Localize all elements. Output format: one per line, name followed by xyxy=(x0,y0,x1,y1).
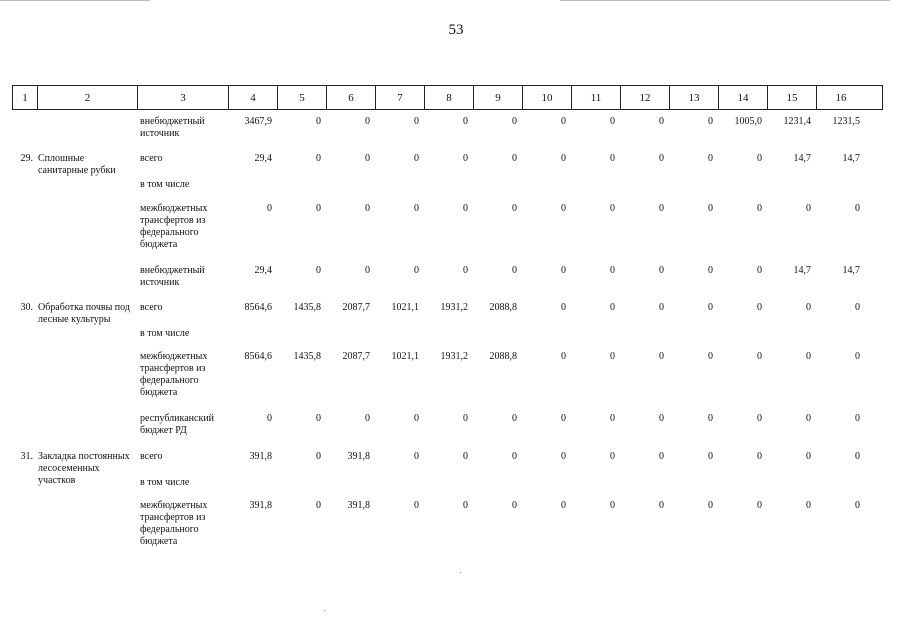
value-cell: 0 xyxy=(855,413,860,424)
value-cell: 0 xyxy=(806,413,811,424)
funding-source: в том числе xyxy=(140,477,190,488)
value-cell: 391,8 xyxy=(249,451,272,462)
value-cell: 0 xyxy=(414,116,419,127)
value-cell: 0 xyxy=(708,500,713,511)
value-cell: 2088,8 xyxy=(489,351,517,362)
value-cell: 0 xyxy=(659,265,664,276)
value-cell: 0 xyxy=(757,265,762,276)
value-cell: 0 xyxy=(512,413,517,424)
value-cell: 0 xyxy=(855,203,860,214)
value-cell: 0 xyxy=(855,351,860,362)
scan-edge-left xyxy=(0,0,150,1)
header-col-10: 10 xyxy=(522,86,571,109)
value-cell: 0 xyxy=(708,451,713,462)
page-number: 53 xyxy=(448,22,464,38)
value-cell: 1231,5 xyxy=(832,116,860,127)
value-cell: 391,8 xyxy=(347,451,370,462)
value-cell: 14,7 xyxy=(842,265,860,276)
header-col-3: 3 xyxy=(137,86,228,109)
funding-source: внебюджетный источник xyxy=(140,265,205,288)
header-col-5: 5 xyxy=(277,86,326,109)
value-cell: 391,8 xyxy=(249,500,272,511)
value-cell: 0 xyxy=(659,153,664,164)
table-row xyxy=(12,500,883,548)
value-cell: 0 xyxy=(463,265,468,276)
value-cell: 1021,1 xyxy=(391,351,419,362)
header-col-14: 14 xyxy=(718,86,767,109)
header-col-13: 13 xyxy=(669,86,718,109)
value-cell: 0 xyxy=(316,153,321,164)
value-cell: 1931,2 xyxy=(440,351,468,362)
value-cell: 0 xyxy=(414,203,419,214)
table-row xyxy=(12,413,883,437)
row-number: 31. xyxy=(20,451,33,462)
value-cell: 0 xyxy=(414,500,419,511)
value-cell: 0 xyxy=(806,451,811,462)
scan-speck xyxy=(324,610,325,611)
value-cell: 0 xyxy=(610,451,615,462)
value-cell: 1931,2 xyxy=(440,302,468,313)
funding-source: в том числе xyxy=(140,328,190,339)
value-cell: 0 xyxy=(365,413,370,424)
value-cell: 0 xyxy=(561,351,566,362)
header-col-15: 15 xyxy=(767,86,816,109)
table-row xyxy=(12,116,883,140)
value-cell: 0 xyxy=(561,413,566,424)
value-cell: 0 xyxy=(561,302,566,313)
value-cell: 0 xyxy=(365,116,370,127)
value-cell: 14,7 xyxy=(793,153,811,164)
value-cell: 0 xyxy=(512,500,517,511)
value-cell: 391,8 xyxy=(347,500,370,511)
value-cell: 0 xyxy=(561,500,566,511)
value-cell: 0 xyxy=(855,451,860,462)
value-cell: 0 xyxy=(610,203,615,214)
value-cell: 8564,6 xyxy=(244,302,272,313)
row-number: 29. xyxy=(20,153,33,164)
table-row xyxy=(12,477,883,489)
value-cell: 2087,7 xyxy=(342,302,370,313)
value-cell: 1435,8 xyxy=(293,351,321,362)
value-cell: 0 xyxy=(414,451,419,462)
activity-name: Обработка почвы под лесные культуры xyxy=(38,302,130,325)
funding-source: всего xyxy=(140,302,163,313)
value-cell: 0 xyxy=(610,116,615,127)
value-cell: 29,4 xyxy=(254,153,272,164)
value-cell: 0 xyxy=(316,451,321,462)
value-cell: 0 xyxy=(463,116,468,127)
value-cell: 0 xyxy=(806,351,811,362)
value-cell: 0 xyxy=(561,265,566,276)
value-cell: 0 xyxy=(512,451,517,462)
value-cell: 0 xyxy=(659,500,664,511)
value-cell: 1005,0 xyxy=(734,116,762,127)
value-cell: 0 xyxy=(610,500,615,511)
scan-edge-right xyxy=(560,0,890,1)
funding-source: внебюджетный источник xyxy=(140,116,205,139)
header-col-2: 2 xyxy=(37,86,137,109)
value-cell: 0 xyxy=(757,302,762,313)
value-cell: 8564,6 xyxy=(244,351,272,362)
value-cell: 0 xyxy=(659,413,664,424)
header-col-1: 1 xyxy=(22,91,28,104)
funding-source: межбюджетных трансфертов из федерального бюджета xyxy=(140,500,208,547)
value-cell: 0 xyxy=(757,153,762,164)
value-cell: 0 xyxy=(610,351,615,362)
value-cell: 0 xyxy=(561,153,566,164)
header-col-7: 7 xyxy=(375,86,424,109)
value-cell: 0 xyxy=(659,351,664,362)
value-cell: 0 xyxy=(708,302,713,313)
value-cell: 0 xyxy=(463,203,468,214)
funding-source: межбюджетных трансфертов из федерального бюджета xyxy=(140,351,208,398)
value-cell: 0 xyxy=(463,413,468,424)
value-cell: 0 xyxy=(610,413,615,424)
value-cell: 0 xyxy=(659,203,664,214)
value-cell: 0 xyxy=(610,153,615,164)
value-cell: 0 xyxy=(757,500,762,511)
row-number: 30. xyxy=(20,302,33,313)
table-row xyxy=(12,179,883,191)
value-cell: 0 xyxy=(708,203,713,214)
value-cell: 0 xyxy=(512,203,517,214)
value-cell: 0 xyxy=(561,203,566,214)
value-cell: 14,7 xyxy=(793,265,811,276)
value-cell: 0 xyxy=(659,116,664,127)
value-cell: 0 xyxy=(463,451,468,462)
value-cell: 0 xyxy=(365,153,370,164)
value-cell: 0 xyxy=(561,116,566,127)
value-cell: 0 xyxy=(610,302,615,313)
value-cell: 0 xyxy=(512,153,517,164)
value-cell: 29,4 xyxy=(254,265,272,276)
value-cell: 14,7 xyxy=(842,153,860,164)
value-cell: 0 xyxy=(267,413,272,424)
funding-source: всего xyxy=(140,451,163,462)
value-cell: 0 xyxy=(316,265,321,276)
value-cell: 0 xyxy=(316,116,321,127)
value-cell: 0 xyxy=(708,413,713,424)
value-cell: 0 xyxy=(414,265,419,276)
value-cell: 0 xyxy=(708,116,713,127)
activity-name: Сплошные санитарные рубки xyxy=(38,153,116,176)
table-row xyxy=(12,203,883,251)
header-col-6: 6 xyxy=(326,86,375,109)
header-col-11: 11 xyxy=(571,86,620,109)
value-cell: 0 xyxy=(316,500,321,511)
value-cell: 0 xyxy=(806,302,811,313)
header-col-12: 12 xyxy=(620,86,669,109)
value-cell: 3467,9 xyxy=(244,116,272,127)
value-cell: 0 xyxy=(414,413,419,424)
value-cell: 0 xyxy=(512,116,517,127)
table-row xyxy=(12,328,883,340)
value-cell: 2087,7 xyxy=(342,351,370,362)
value-cell: 0 xyxy=(316,413,321,424)
value-cell: 0 xyxy=(365,265,370,276)
header-col-8: 8 xyxy=(424,86,473,109)
value-cell: 0 xyxy=(610,265,615,276)
table-row xyxy=(12,265,883,289)
value-cell: 0 xyxy=(855,302,860,313)
table-header xyxy=(12,85,883,110)
funding-source: в том числе xyxy=(140,179,190,190)
value-cell: 0 xyxy=(855,500,860,511)
value-cell: 1231,4 xyxy=(783,116,811,127)
header-col-4: 4 xyxy=(228,86,277,109)
value-cell: 0 xyxy=(708,351,713,362)
value-cell: 0 xyxy=(757,413,762,424)
value-cell: 0 xyxy=(708,153,713,164)
value-cell: 0 xyxy=(463,153,468,164)
value-cell: 0 xyxy=(757,451,762,462)
funding-source: республиканский бюджет РД xyxy=(140,413,215,436)
value-cell: 0 xyxy=(659,302,664,313)
value-cell: 0 xyxy=(708,265,713,276)
value-cell: 1021,1 xyxy=(391,302,419,313)
value-cell: 0 xyxy=(659,451,664,462)
value-cell: 2088,8 xyxy=(489,302,517,313)
header-col-9: 9 xyxy=(473,86,522,109)
activity-name: Закладка постоянных лесосеменных участков xyxy=(38,451,130,486)
value-cell: 0 xyxy=(806,203,811,214)
value-cell: 0 xyxy=(757,203,762,214)
value-cell: 0 xyxy=(316,203,321,214)
value-cell: 0 xyxy=(365,203,370,214)
funding-source: всего xyxy=(140,153,163,164)
value-cell: 0 xyxy=(463,500,468,511)
value-cell: 0 xyxy=(267,203,272,214)
value-cell: 0 xyxy=(806,500,811,511)
scan-speck xyxy=(460,572,461,573)
value-cell: 1435,8 xyxy=(293,302,321,313)
value-cell: 0 xyxy=(414,153,419,164)
value-cell: 0 xyxy=(512,265,517,276)
value-cell: 0 xyxy=(561,451,566,462)
table-row xyxy=(12,351,883,399)
table-row xyxy=(12,153,883,177)
funding-source: межбюджетных трансфертов из федерального бюджета xyxy=(140,203,208,250)
value-cell: 0 xyxy=(757,351,762,362)
header-col-16: 16 xyxy=(816,86,865,109)
table-row xyxy=(12,302,883,326)
